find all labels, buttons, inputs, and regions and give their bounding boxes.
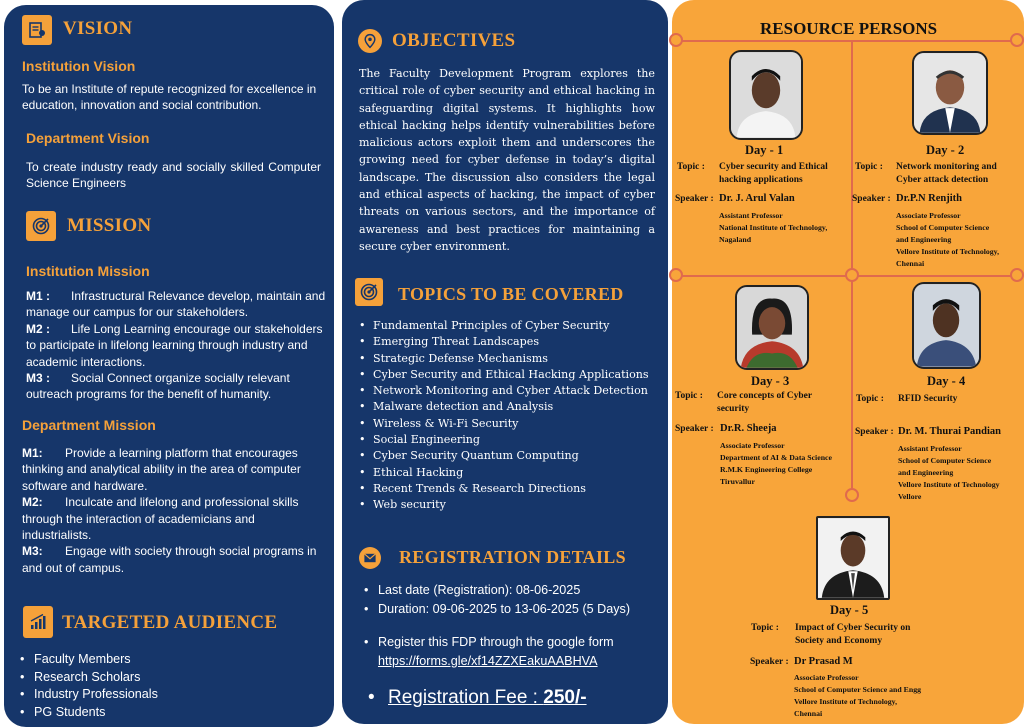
day-3-speaker: Dr.R. Sheeja — [720, 423, 777, 434]
speaker-label: Speaker : — [750, 657, 789, 667]
registration-details-list — [364, 581, 630, 671]
day-4-affiliation: Assistant Professor School of Computer Science and Engineering Vellore Institute of Technology Vellore — [898, 444, 1000, 501]
resource-persons-title: RESOURCE PERSONS — [760, 19, 938, 38]
speaker-label: Speaker : — [855, 427, 894, 437]
objectives-text: The Faculty Development Program explores the critical role of cyber security and ethical hacking in safeguarding digital systems. It highlights how ethical hacking helps identify vulnerabilities before malicious actors exploit them and underscores the growing need for cyber defense in today’s digital landscape. The discussion also considers the legal and ethical aspects of hacking, the impact of cyber threats on various sectors, and the importance of awareness and best practices for maintaining a secure cyber environment. — [359, 67, 655, 253]
institution-mission-list — [26, 288, 328, 403]
day-1-speaker: Dr. J. Arul Valan — [719, 193, 795, 204]
day-2-affiliation: Associate Professor School of Computer Science and Engineering Vellore Institute of Technology, Chennai — [896, 211, 1000, 268]
list-item: • Network Monitoring and Cyber Attack Detection — [359, 383, 649, 399]
connector-node — [669, 33, 683, 47]
department-mission-list — [22, 445, 324, 576]
speaker-label: Speaker : — [675, 424, 714, 434]
day-3-topic: Core concepts of Cyber security — [717, 391, 812, 414]
fee-value: 250/- — [543, 687, 587, 708]
list-item: • Register this FDP through the google form — [364, 635, 614, 649]
day-1-label: Day - 1 — [745, 143, 784, 157]
day-2-topic: Network monitoring and Cyber attack detection — [896, 162, 997, 185]
speaker-label: Speaker : — [852, 194, 891, 204]
speaker-photo-day-5 — [816, 516, 890, 600]
day-4-speaker: Dr. M. Thurai Pandian — [898, 426, 1001, 437]
department-vision-text: To create industry ready and socially skilled Computer Science Engineers — [26, 160, 321, 191]
topics-list — [359, 318, 649, 514]
day-4-label: Day - 4 — [927, 374, 966, 388]
target-icon — [26, 211, 56, 241]
vision-title: VISION — [63, 18, 133, 39]
list-item: • Last date (Registration): 08-06-2025 — [364, 583, 581, 597]
speaker-photo-day-2 — [912, 51, 988, 135]
topic-label: Topic : — [677, 162, 705, 172]
list-item: • Web security — [359, 497, 649, 513]
list-item: • Wireless & Wi-Fi Security — [359, 416, 649, 432]
institution-vision-text: To be an Institute of repute recognized for excellence in education, innovation and social contribution. — [22, 82, 317, 113]
list-item: • Emerging Threat Landscapes — [359, 334, 649, 350]
registration-fee: • Registration Fee : 250/- — [368, 687, 587, 708]
list-item: • Research Scholars — [20, 669, 158, 687]
speaker-photo-day-1 — [729, 50, 803, 140]
target-icon — [355, 278, 383, 306]
connector-node — [845, 268, 859, 282]
list-item: M3: Engage with society through social programs in and out of campus. — [22, 544, 317, 575]
list-item: • Recent Trends & Research Directions — [359, 481, 649, 497]
connector-node — [669, 268, 683, 282]
topic-label: Topic : — [675, 391, 703, 401]
day-2-label: Day - 2 — [926, 143, 965, 157]
google-form-link[interactable]: https://forms.gle/xf14ZZXEakuAABHVA — [378, 654, 598, 668]
institution-vision-heading: Institution Vision — [22, 58, 136, 74]
connector-node — [1010, 268, 1024, 282]
list-item: M2 : Life Long Learning encourage our stakeholders to participate in lifelong learning through industry and academic interactions. — [26, 321, 323, 369]
speaker-label: Speaker : — [675, 194, 714, 204]
department-mission-heading: Department Mission — [22, 417, 156, 433]
list-item: • Social Engineering — [359, 432, 649, 448]
fee-label: Registration Fee : — [388, 687, 544, 708]
day-3-affiliation: Associate Professor Department of AI & Data Science R.M.K Engineering College Tiruvallur — [720, 441, 832, 486]
location-pin-icon — [358, 29, 382, 53]
topic-label: Topic : — [751, 623, 779, 633]
list-item: • Industry Professionals — [20, 686, 158, 704]
topics-title: TOPICS TO BE COVERED — [398, 284, 624, 304]
list-item — [364, 652, 630, 671]
objectives-title: OBJECTIVES — [392, 30, 516, 51]
topic-label: Topic : — [856, 394, 884, 404]
speaker-photo-day-4 — [912, 282, 981, 369]
day-2-speaker: Dr.P.N Renjith — [896, 193, 963, 204]
list-item: • Strategic Defense Mechanisms — [359, 351, 649, 367]
registration-title: REGISTRATION DETAILS — [399, 547, 626, 567]
audience-title: TARGETED AUDIENCE — [62, 612, 278, 633]
connector-line — [676, 40, 1016, 42]
list-item: M2: Inculcate and lifelong and professional skills through the interaction of academicians and industrialists. — [22, 495, 299, 543]
mail-icon — [359, 547, 381, 569]
list-item: M3 : Social Connect organize socially relevant outreach programs for the benefit of humanity. — [26, 371, 290, 402]
list-item: M1 : Infrastructural Relevance develop, maintain and manage our campus for our stakeholders. — [26, 289, 326, 320]
certificate-icon — [22, 15, 52, 45]
topic-label: Topic : — [855, 162, 883, 172]
day-5-label: Day - 5 — [830, 603, 869, 617]
list-item: • Cyber Security and Ethical Hacking Applications — [359, 367, 649, 383]
list-item: • PG Students — [20, 704, 158, 722]
day-1-topic: Cyber security and Ethical hacking applications — [719, 162, 828, 185]
mission-title: MISSION — [67, 215, 152, 236]
day-3-label: Day - 3 — [751, 374, 790, 388]
list-item: • Faculty Members — [20, 651, 158, 669]
institution-mission-heading: Institution Mission — [26, 263, 150, 279]
day-5-speaker: Dr Prasad M — [794, 656, 853, 667]
spacer — [364, 619, 630, 633]
day-1-affiliation: Assistant Professor National Institute of Technology, Nagaland — [719, 211, 828, 244]
list-item: • Ethical Hacking — [359, 465, 649, 481]
list-item: • Malware detection and Analysis — [359, 399, 649, 415]
department-vision-heading: Department Vision — [26, 130, 150, 146]
speaker-photo-day-3 — [735, 285, 809, 370]
day-5-affiliation: Associate Professor School of Computer Science and Engg Vellore Institute of Technology, Chennai — [794, 673, 921, 718]
day-4-topic: RFID Security — [898, 394, 958, 404]
audience-list — [20, 651, 158, 721]
list-item: M1: Provide a learning platform that encourages thinking and analytical ability in the area of computer software and hardware. — [22, 446, 301, 493]
chart-icon — [23, 606, 53, 638]
list-item: • Fundamental Principles of Cyber Security — [359, 318, 649, 334]
day-5-topic: Impact of Cyber Security on Society and Economy — [795, 623, 911, 646]
connector-node — [845, 488, 859, 502]
list-item: • Cyber Security Quantum Computing — [359, 448, 649, 464]
connector-node — [1010, 33, 1024, 47]
list-item: • Duration: 09-06-2025 to 13-06-2025 (5 Days) — [364, 602, 631, 616]
